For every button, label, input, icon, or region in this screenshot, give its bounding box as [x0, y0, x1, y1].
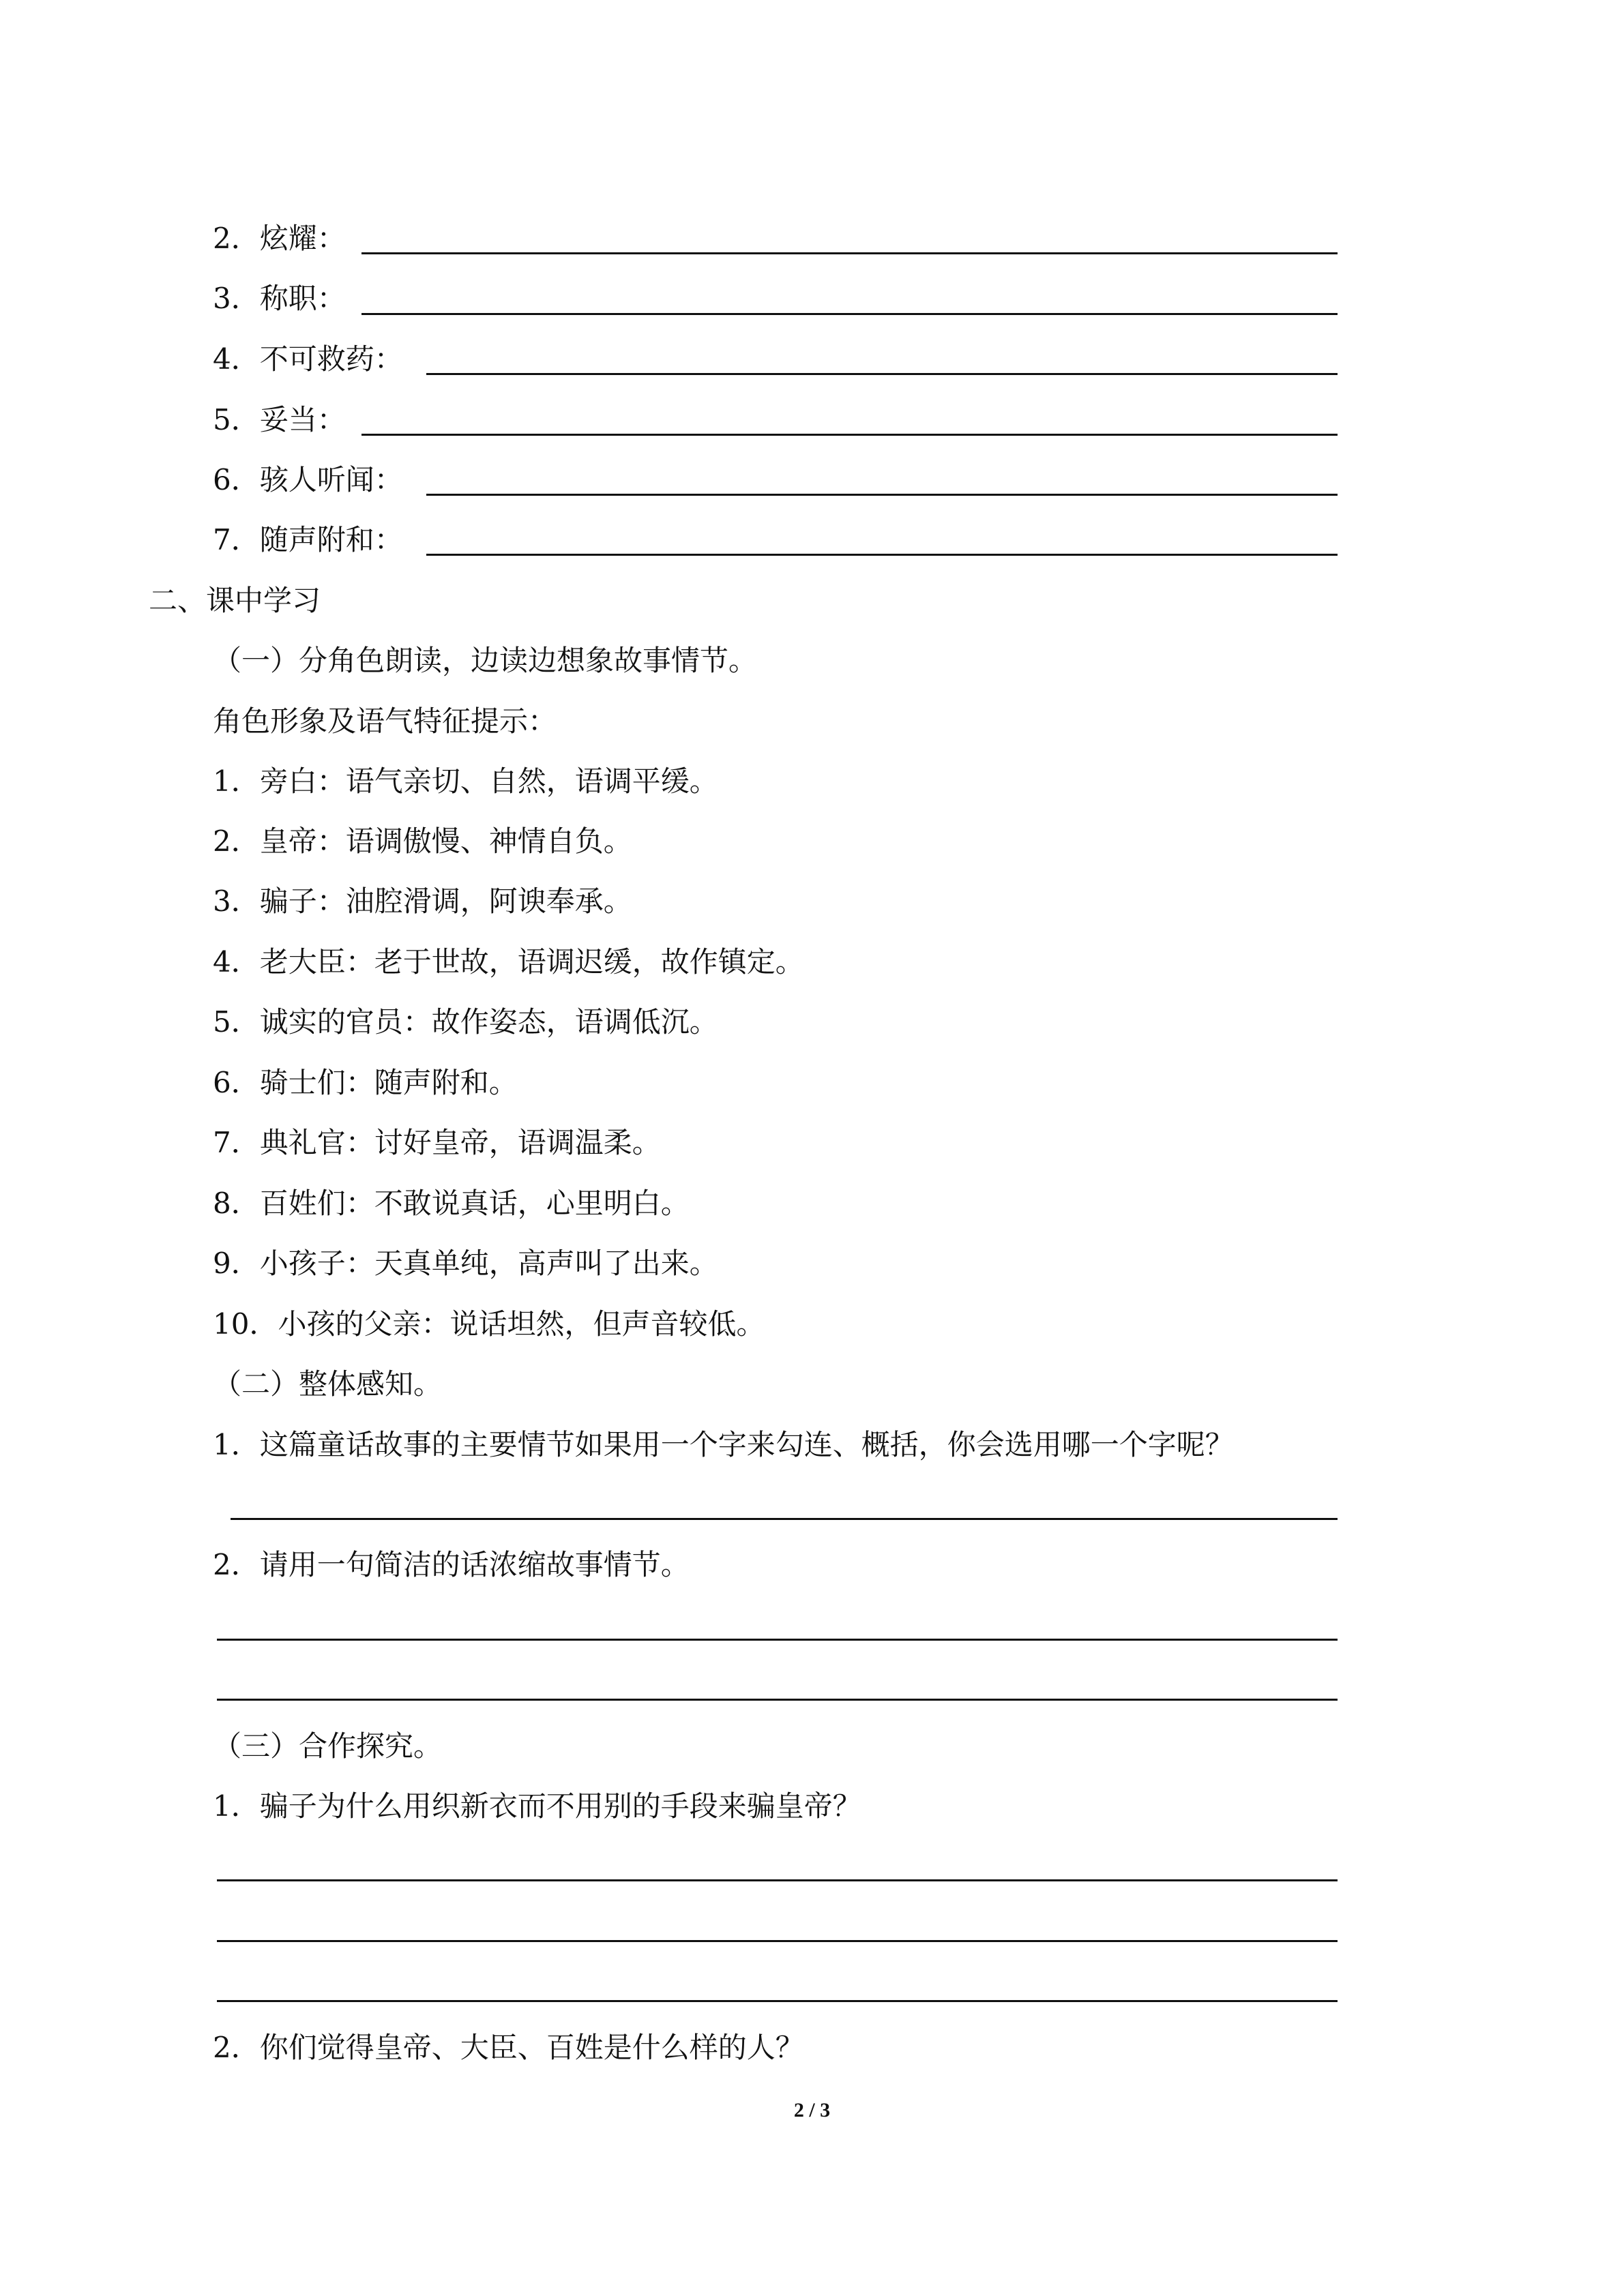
- role-item: 6．骑士们：随声附和。: [213, 1066, 518, 1099]
- section-heading: 二、课中学习: [149, 584, 321, 617]
- role-item: 8．百姓们：不敢说真话，心里明白。: [213, 1187, 690, 1220]
- page-number: 2 / 3: [793, 2099, 831, 2121]
- vocab-item: 4．不可救药：: [213, 342, 403, 376]
- answer-line[interactable]: [361, 313, 1338, 315]
- vocab-item: 7．随声附和：: [213, 523, 403, 556]
- vocab-item: 6．骇人听闻：: [213, 463, 403, 496]
- answer-line[interactable]: [217, 1940, 1338, 1942]
- role-item: 9．小孩子：天真单纯，高声叫了出来。: [213, 1247, 718, 1280]
- answer-line[interactable]: [426, 494, 1338, 496]
- question: 1．骗子为什么用织新衣而不用别的手段来骗皇帝？: [213, 1789, 861, 1823]
- part-one-title: （一）分角色朗读，边读边想象故事情节。: [213, 644, 758, 677]
- role-item: 1．旁白：语气亲切、自然，语调平缓。: [213, 764, 718, 798]
- answer-line[interactable]: [217, 1879, 1338, 1881]
- question: 2．请用一句简洁的话浓缩故事情节。: [213, 1548, 690, 1581]
- answer-line[interactable]: [361, 434, 1338, 436]
- part-two-title: （二）整体感知。: [213, 1367, 443, 1401]
- role-hint-title: 角色形象及语气特征提示：: [213, 704, 557, 738]
- role-item: 7．典礼官：讨好皇帝，语调温柔。: [213, 1126, 661, 1159]
- answer-line[interactable]: [426, 554, 1338, 556]
- vocab-item: 2．炫耀：: [213, 222, 346, 255]
- role-item: 2．皇帝：语调傲慢、神情自负。: [213, 824, 632, 858]
- answer-line[interactable]: [231, 1518, 1338, 1520]
- answer-line[interactable]: [217, 1699, 1338, 1701]
- answer-line[interactable]: [426, 373, 1338, 375]
- role-item: 10．小孩的父亲：说话坦然，但声音较低。: [213, 1307, 765, 1341]
- role-item: 5．诚实的官员：故作姿态，语调低沉。: [213, 1005, 718, 1039]
- role-item: 4．老大臣：老于世故，语调迟缓，故作镇定。: [213, 945, 804, 979]
- answer-line[interactable]: [217, 2000, 1338, 2002]
- question: 2．你们觉得皇帝、大臣、百姓是什么样的人？: [213, 2031, 804, 2064]
- answer-line[interactable]: [217, 1639, 1338, 1641]
- role-item: 3．骗子：油腔滑调，阿谀奉承。: [213, 884, 632, 918]
- vocab-item: 3．称职：: [213, 282, 346, 315]
- part-three-title: （三）合作探究。: [213, 1729, 443, 1763]
- question: 1．这篇童话故事的主要情节如果用一个字来勾连、概括，你会选用哪一个字呢？: [213, 1428, 1234, 1461]
- answer-line[interactable]: [361, 252, 1338, 254]
- vocab-item: 5．妥当：: [213, 403, 346, 436]
